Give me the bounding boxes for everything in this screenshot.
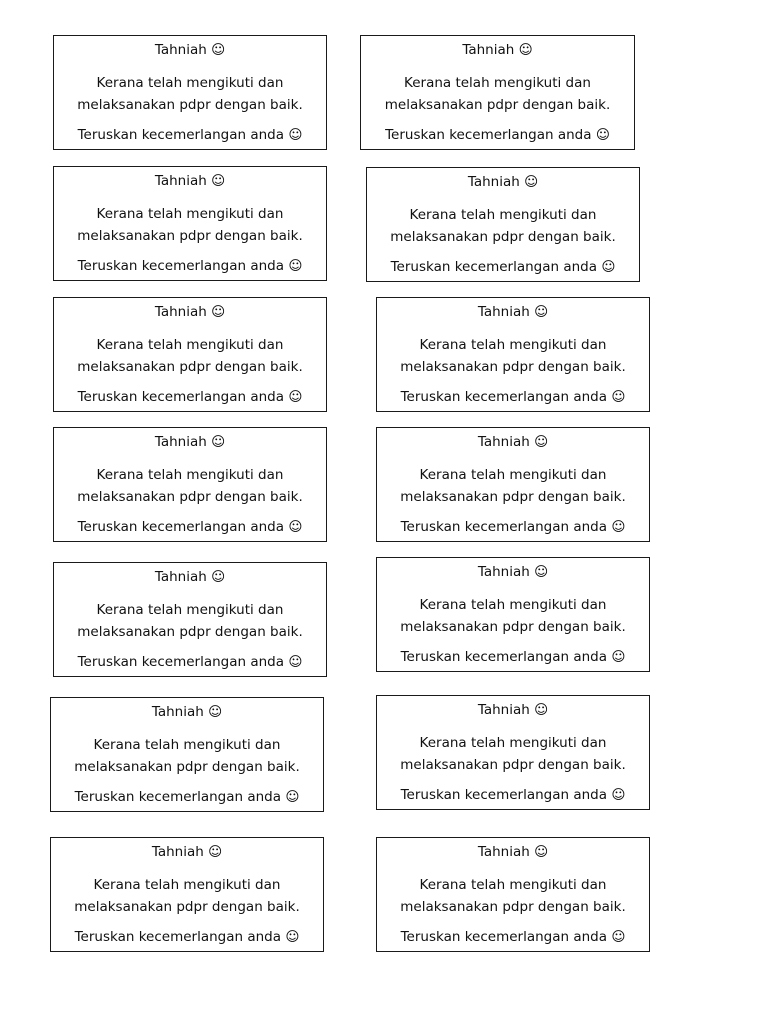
card-message-line-1: Kerana telah mengikuti dan [419,735,607,751]
card-message-line-1: Kerana telah mengikuti dan [96,467,284,483]
card-message-line-2: melaksanakan pdpr dengan baik. [400,359,626,375]
card-message-line-1: Kerana telah mengikuti dan [419,597,607,613]
certificate-card [360,35,635,150]
card-message-line-2: melaksanakan pdpr dengan baik. [400,899,626,915]
card-footer: Teruskan kecemerlangan anda ☺ [77,654,303,670]
certificate-card [376,297,650,412]
card-message [377,732,649,776]
card-message-line-1: Kerana telah mengikuti dan [419,877,607,893]
card-message-line-2: melaksanakan pdpr dengan baik. [74,759,300,775]
card-message [51,874,323,918]
card-message [377,874,649,918]
card-title: Tahniah ☺ [477,564,549,580]
card-message [367,204,639,248]
certificate-card [50,837,324,952]
certificate-card [53,297,327,412]
card-footer: Teruskan kecemerlangan anda ☺ [400,389,626,405]
card-message-line-1: Kerana telah mengikuti dan [96,75,284,91]
card-message-line-2: melaksanakan pdpr dengan baik. [400,619,626,635]
card-message-line-2: melaksanakan pdpr dengan baik. [74,899,300,915]
certificate-card [376,557,650,672]
card-footer: Teruskan kecemerlangan anda ☺ [400,519,626,535]
card-footer: Teruskan kecemerlangan anda ☺ [385,127,610,143]
card-message [377,594,649,638]
card-title: Tahniah ☺ [151,704,223,720]
card-message-line-2: melaksanakan pdpr dengan baik. [77,359,303,375]
certificate-card [376,427,650,542]
card-message-line-2: melaksanakan pdpr dengan baik. [77,624,303,640]
card-title: Tahniah ☺ [477,304,549,320]
card-footer: Teruskan kecemerlangan anda ☺ [74,789,300,805]
card-title: Tahniah ☺ [154,569,226,585]
card-message-line-1: Kerana telah mengikuti dan [96,337,284,353]
card-message-line-2: melaksanakan pdpr dengan baik. [77,97,303,113]
card-message-line-1: Kerana telah mengikuti dan [409,207,597,223]
card-title: Tahniah ☺ [477,702,549,718]
card-message-line-2: melaksanakan pdpr dengan baik. [400,489,626,505]
card-title: Tahniah ☺ [154,173,226,189]
card-title: Tahniah ☺ [477,434,549,450]
card-footer: Teruskan kecemerlangan anda ☺ [77,389,303,405]
card-footer: Teruskan kecemerlangan anda ☺ [390,259,616,275]
card-message-line-2: melaksanakan pdpr dengan baik. [400,757,626,773]
certificate-card [376,837,650,952]
card-message-line-1: Kerana telah mengikuti dan [419,467,607,483]
card-message [54,72,326,116]
card-title: Tahniah ☺ [462,42,533,58]
card-message-line-1: Kerana telah mengikuti dan [93,877,281,893]
card-message-line-1: Kerana telah mengikuti dan [96,602,284,618]
certificate-card [53,166,327,281]
card-message [377,334,649,378]
card-title: Tahniah ☺ [154,42,226,58]
card-message [54,334,326,378]
card-title: Tahniah ☺ [151,844,223,860]
certificate-card [53,427,327,542]
card-message-line-2: melaksanakan pdpr dengan baik. [390,229,616,245]
card-footer: Teruskan kecemerlangan anda ☺ [400,929,626,945]
card-message [54,599,326,643]
card-title: Tahniah ☺ [467,174,539,190]
card-footer: Teruskan kecemerlangan anda ☺ [74,929,300,945]
card-footer: Teruskan kecemerlangan anda ☺ [77,258,303,274]
card-message [361,72,634,116]
card-message [51,734,323,778]
certificate-card [376,695,650,810]
card-message-line-1: Kerana telah mengikuti dan [404,75,591,91]
card-message [54,464,326,508]
card-message-line-1: Kerana telah mengikuti dan [419,337,607,353]
card-title: Tahniah ☺ [154,304,226,320]
certificate-card [53,562,327,677]
card-message-line-1: Kerana telah mengikuti dan [93,737,281,753]
card-footer: Teruskan kecemerlangan anda ☺ [77,519,303,535]
card-footer: Teruskan kecemerlangan anda ☺ [77,127,303,143]
certificate-card [366,167,640,282]
card-message-line-2: melaksanakan pdpr dengan baik. [77,228,303,244]
card-title: Tahniah ☺ [154,434,226,450]
certificate-card [50,697,324,812]
card-message [377,464,649,508]
card-title: Tahniah ☺ [477,844,549,860]
card-message [54,203,326,247]
card-footer: Teruskan kecemerlangan anda ☺ [400,787,626,803]
certificate-card [53,35,327,150]
card-message-line-2: melaksanakan pdpr dengan baik. [77,489,303,505]
card-footer: Teruskan kecemerlangan anda ☺ [400,649,626,665]
card-message-line-1: Kerana telah mengikuti dan [96,206,284,222]
card-message-line-2: melaksanakan pdpr dengan baik. [384,97,611,113]
